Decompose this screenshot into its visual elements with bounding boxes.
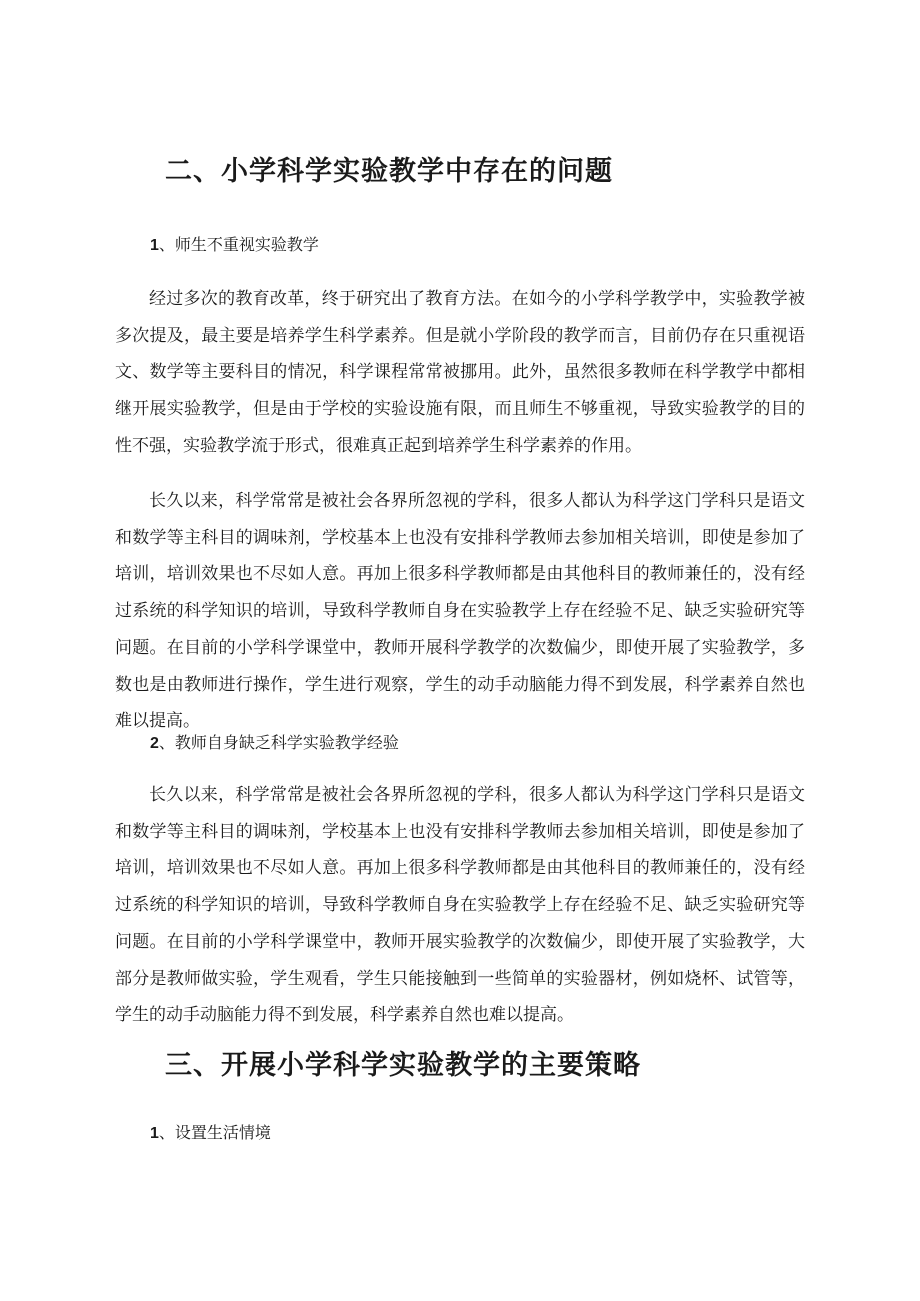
subheading-number: 1 (150, 1125, 159, 1142)
subheading-text: 、师生不重视实验教学 (158, 235, 319, 254)
subheading-number: 2 (150, 735, 159, 752)
subheading-text: 、教师自身缺乏科学实验教学经验 (158, 733, 399, 752)
section-heading-strategies: 三、开展小学科学实验教学的主要策略 (165, 1050, 641, 1081)
paragraph: 长久以来，科学常常是被社会各界所忽视的学科，很多人都认为科学这门学科只是语文和数学等主科目的调味剂，学校基本上也没有安排科学教师去参加相关培训，即使是参加了培训，培训效果也不尽如人意。再加上很多科学教师都是由其他科目的教师兼任的，没有经过系统的科学知识的培训，导致科学教师自身在实验教学上存在经验不足、缺乏实验研究等问题。在目前的小学科学课堂中，教师开展实验教学的次数偏少，即使开展了实验教学，大部分是教师做实验，学生观看，学生只能接触到一些简单的实验器材，例如烧杯、试管等，学生的动手动脑能力得不到发展，科学素养自然也难以提高。 (115, 785, 805, 1026)
subheading-life-situations (150, 1121, 750, 1146)
subheading-lack-of-experience (150, 731, 750, 756)
paragraph: 长久以来，科学常常是被社会各界所忽视的学科，很多人都认为科学这门学科只是语文和数学等主科目的调味剂，学校基本上也没有安排科学教师去参加相关培训，即使是参加了培训，培训效果也不尽如人意。再加上很多科学教师都是由其他科目的教师兼任的，没有经过系统的科学知识的培训，导致科学教师自身在实验教学上存在经验不足、缺乏实验研究等问题。在目前的小学科学课堂中，教师开展科学教学的次数偏少，即使开展了实验教学，多数也是由教师进行操作，学生进行观察，学生的动手动脑能力得不到发展，科学素养自然也难以提高。 (115, 491, 805, 732)
subheading-teachers-neglect-experiments (150, 233, 750, 258)
paragraph: 经过多次的教育改革，终于研究出了教育方法。在如今的小学科学教学中，实验教学被多次提及，最主要是培养学生科学素养。但是就小学阶段的教学而言，目前仍存在只重视语文、数学等主要科目的情况，科学课程常常被挪用。此外，虽然很多教师在科学教学中都相继开展实验教学，但是由于学校的实验设施有限，而且师生不够重视，导致实验教学的目的性不强，实验教学流于形式，很难真正起到培养学生科学素养的作用。 (115, 289, 805, 456)
subheading-number: 1 (150, 237, 159, 254)
subheading-text: 、设置生活情境 (158, 1123, 271, 1142)
section-heading-problems: 二、小学科学实验教学中存在的问题 (165, 156, 613, 187)
